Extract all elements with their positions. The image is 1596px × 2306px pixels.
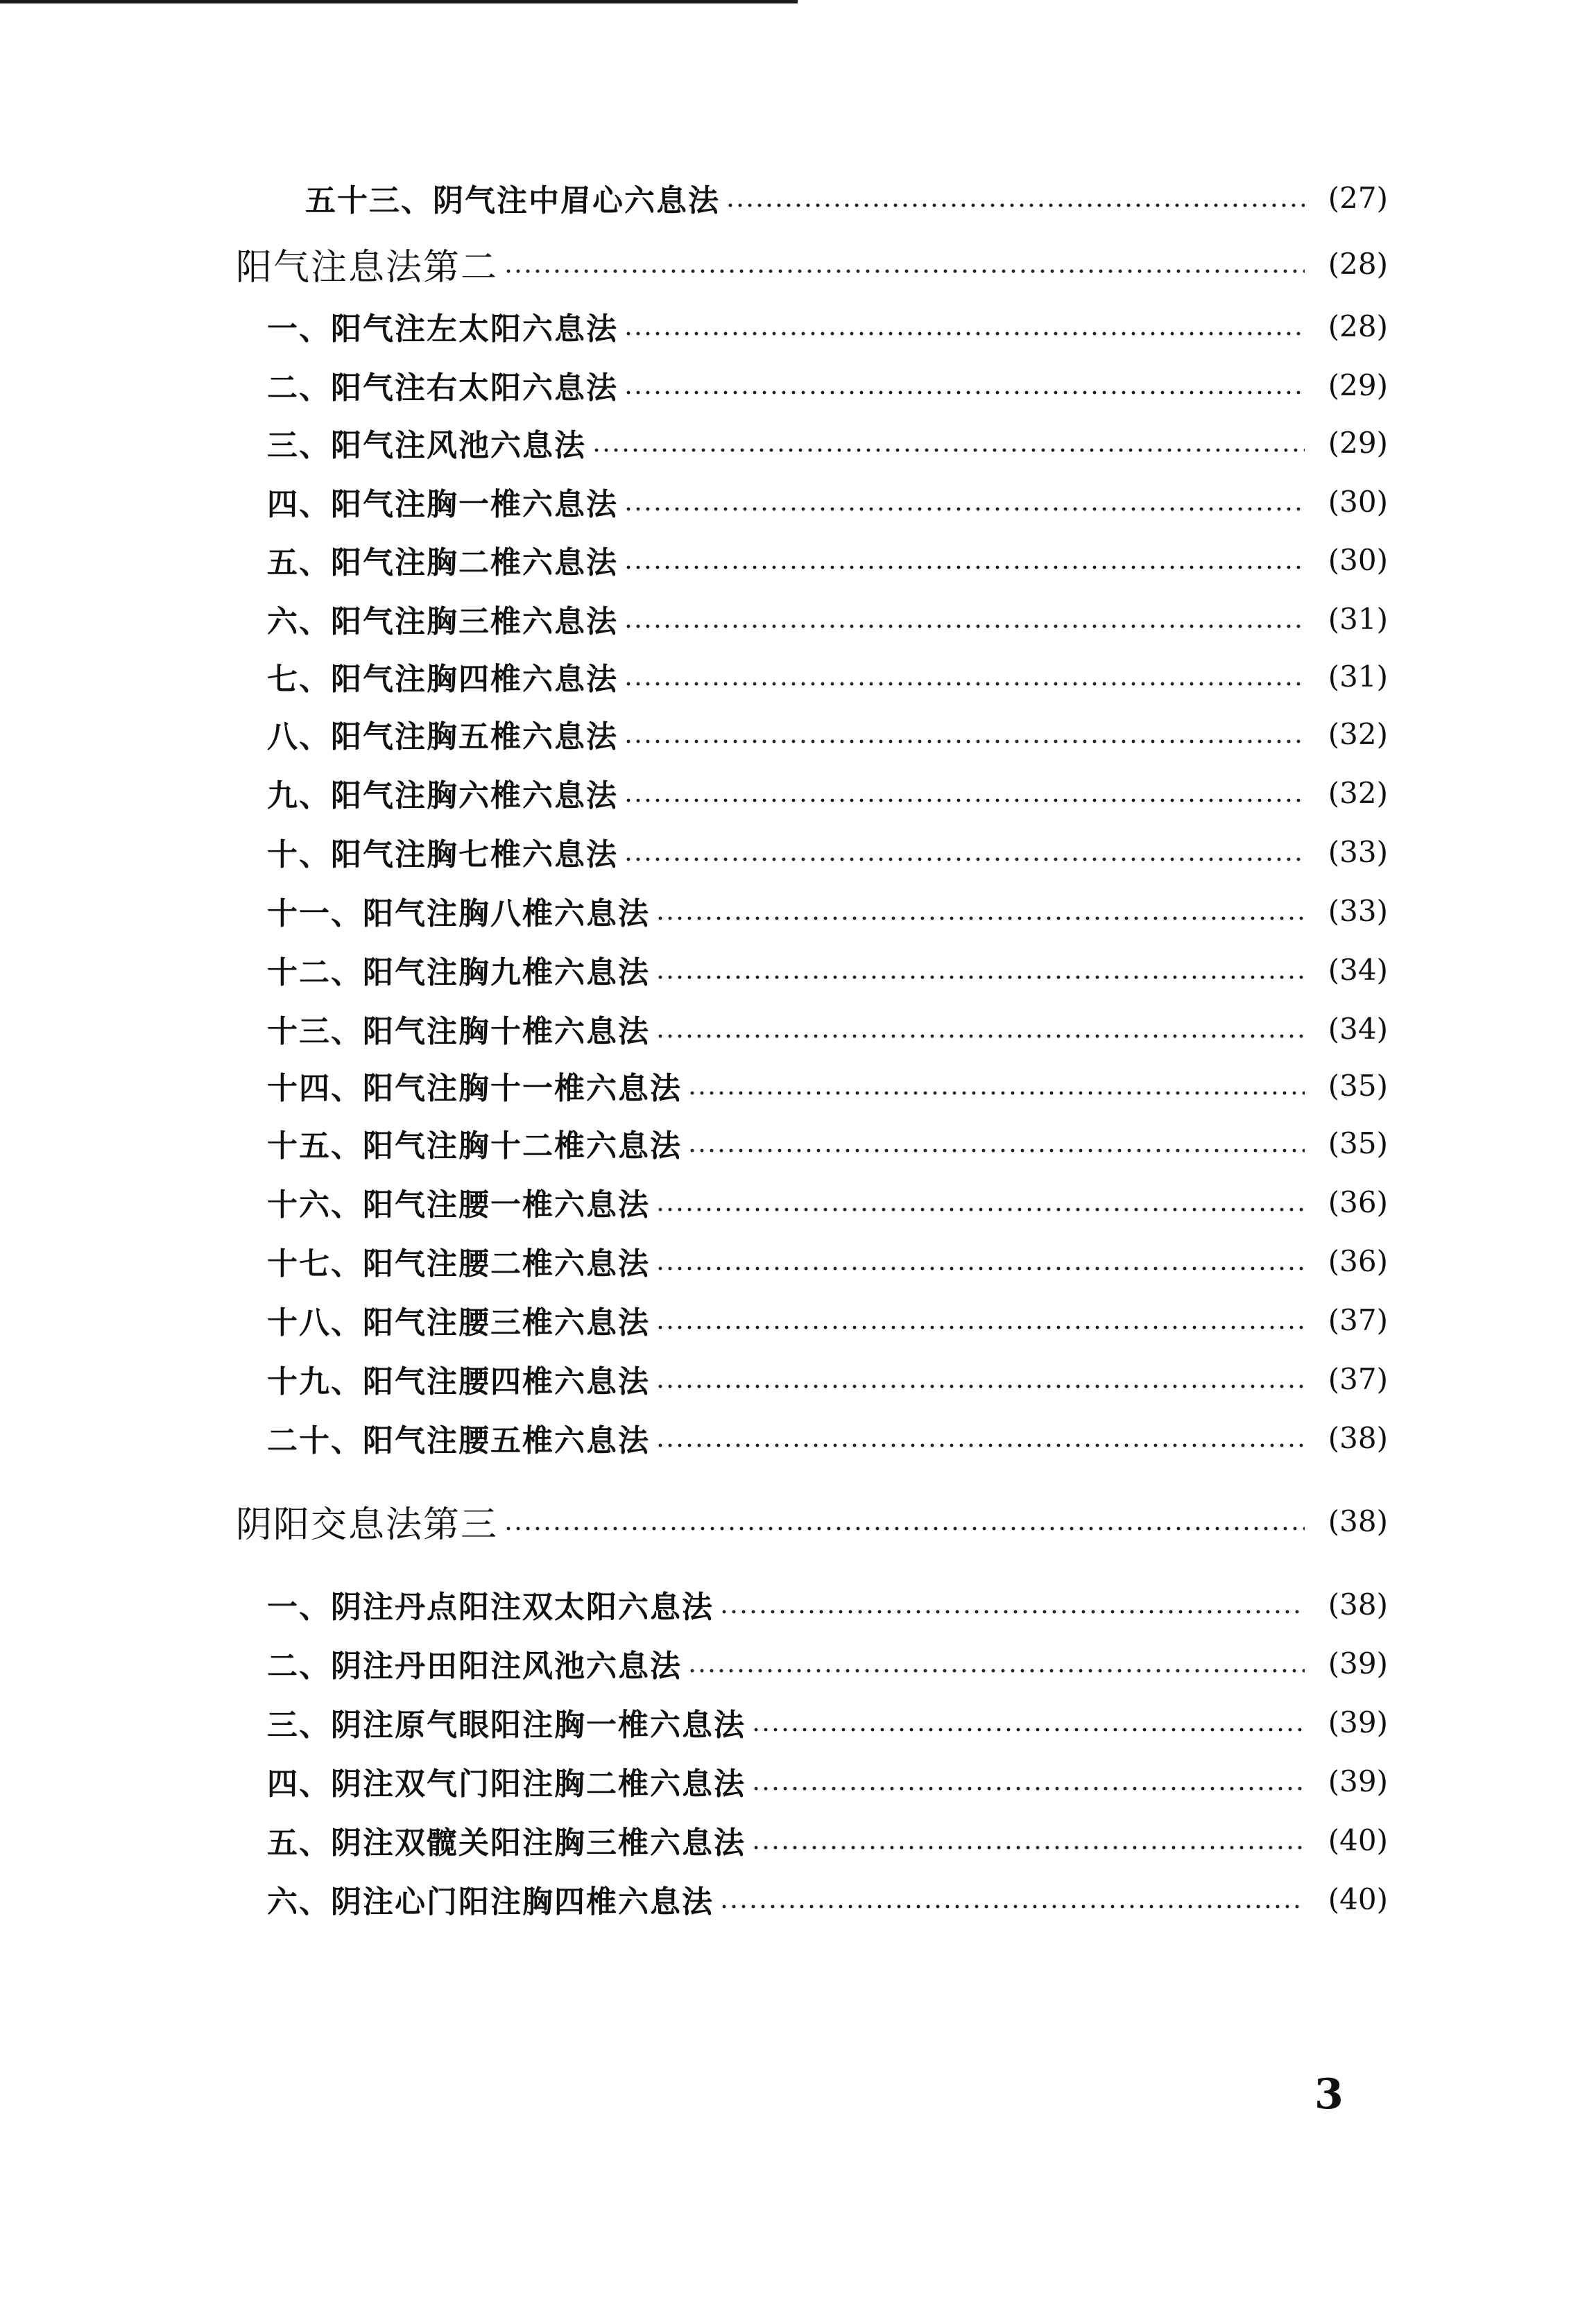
toc-entry (267, 1757, 1388, 1805)
entry-title: 一、阴注丹点阳注双太阳六息法 (267, 1590, 714, 1625)
toc-entry (267, 1237, 1388, 1285)
entry-page-number: (28) (1328, 246, 1388, 281)
entry-page-number: (36) (1328, 1244, 1388, 1278)
entry-title: 十一、阳气注胸八椎六息法 (267, 896, 650, 931)
dot-leader (624, 486, 1305, 517)
dot-leader (624, 311, 1305, 341)
dot-leader (655, 1246, 1305, 1276)
entry-title: 阳气注息法第二 (236, 246, 499, 289)
entry-page-number: (29) (1328, 368, 1388, 402)
dot-leader (751, 1825, 1305, 1855)
dot-leader (655, 1187, 1305, 1217)
entry-page-number: (31) (1328, 659, 1388, 694)
toc-entry (267, 535, 1388, 584)
section-heading (236, 239, 1388, 288)
toc-entry (267, 477, 1388, 526)
entry-page-number: (38) (1328, 1587, 1388, 1621)
toc-entry (267, 1354, 1388, 1403)
entry-title: 七、阳气注胸四椎六息法 (267, 662, 618, 697)
entry-page-number: (30) (1328, 542, 1388, 577)
entry-title: 六、阳气注胸三椎六息法 (267, 604, 618, 639)
dot-leader (726, 182, 1305, 213)
entry-title: 十二、阳气注胸九椎六息法 (267, 955, 650, 990)
entry-page-number: (28) (1328, 309, 1388, 343)
entry-title: 二十、阳气注腰五椎六息法 (267, 1423, 650, 1459)
toc-entry (267, 827, 1388, 876)
toc-entry (267, 945, 1388, 994)
entry-title: 九、阳气注胸六椎六息法 (267, 778, 618, 814)
dot-leader (655, 1305, 1305, 1335)
entry-page-number: (39) (1328, 1764, 1388, 1798)
toc-entry (267, 886, 1388, 935)
entry-page-number: (38) (1328, 1504, 1388, 1538)
entry-title: 十、阳气注胸七椎六息法 (267, 837, 618, 872)
section-heading (236, 1497, 1388, 1545)
entry-page-number: (40) (1328, 1882, 1388, 1916)
page-number: 3 (1314, 2070, 1344, 2119)
entry-title: 五、阳气注胸二椎六息法 (267, 545, 618, 580)
dot-leader (719, 1884, 1305, 1914)
entry-page-number: (37) (1328, 1302, 1388, 1337)
toc-entry (267, 302, 1388, 350)
entry-page-number: (32) (1328, 775, 1388, 810)
dot-leader (655, 1013, 1305, 1044)
dot-leader (751, 1707, 1305, 1737)
dot-leader (624, 719, 1305, 749)
entry-title: 十九、阳气注腰四椎六息法 (267, 1364, 650, 1400)
entry-page-number: (29) (1328, 425, 1388, 460)
dot-leader (624, 661, 1305, 691)
dot-leader (751, 1766, 1305, 1796)
dot-leader (687, 1070, 1305, 1101)
toc-entry (267, 1004, 1388, 1053)
dot-leader (719, 1589, 1305, 1619)
toc-entry (267, 768, 1388, 817)
dot-leader (504, 248, 1305, 279)
entry-title: 阴阳交息法第三 (236, 1504, 499, 1546)
toc-entry (267, 594, 1388, 643)
toc-entry (267, 1119, 1388, 1167)
entry-page-number: (35) (1328, 1068, 1388, 1103)
dot-leader (655, 954, 1305, 985)
toc-entry (267, 1178, 1388, 1226)
entry-title: 十五、阳气注胸十二椎六息法 (267, 1128, 682, 1164)
toc-entry (267, 1580, 1388, 1628)
dot-leader (624, 544, 1305, 575)
entry-title: 十八、阳气注腰三椎六息法 (267, 1305, 650, 1341)
entry-page-number: (40) (1328, 1823, 1388, 1857)
dot-leader (687, 1648, 1305, 1678)
entry-page-number: (37) (1328, 1361, 1388, 1396)
toc-entry (267, 361, 1388, 409)
dot-leader (655, 1422, 1305, 1453)
toc-entry (305, 173, 1388, 222)
entry-title: 十三、阳气注胸十椎六息法 (267, 1014, 650, 1049)
dot-leader (624, 777, 1305, 808)
entry-page-number: (39) (1328, 1705, 1388, 1739)
entry-page-number: (32) (1328, 716, 1388, 751)
toc-entry (267, 709, 1388, 758)
entry-title: 一、阳气注左太阳六息法 (267, 311, 618, 347)
dot-leader (624, 370, 1305, 400)
entry-page-number: (30) (1328, 484, 1388, 519)
toc-entry (267, 1875, 1388, 1923)
entry-title: 五十三、阴气注中眉心六息法 (305, 183, 720, 218)
entry-page-number: (33) (1328, 834, 1388, 869)
entry-title: 八、阳气注胸五椎六息法 (267, 719, 618, 755)
entry-page-number: (33) (1328, 893, 1388, 928)
dot-leader (592, 427, 1305, 458)
dot-leader (655, 1363, 1305, 1394)
entry-title: 十七、阳气注腰二椎六息法 (267, 1246, 650, 1282)
toc-entry (267, 1698, 1388, 1746)
toc-entry (267, 1296, 1388, 1344)
entry-page-number: (36) (1328, 1185, 1388, 1219)
entry-title: 十四、阳气注胸十一椎六息法 (267, 1071, 682, 1106)
entry-page-number: (38) (1328, 1420, 1388, 1455)
dot-leader (624, 836, 1305, 867)
toc-entry (267, 1061, 1388, 1110)
entry-title: 十六、阳气注腰一椎六息法 (267, 1187, 650, 1223)
toc-entry (267, 1816, 1388, 1864)
entry-page-number: (35) (1328, 1126, 1388, 1160)
entry-title: 四、阳气注胸一椎六息法 (267, 487, 618, 522)
entry-title: 六、阴注心门阳注胸四椎六息法 (267, 1884, 714, 1920)
toc-entry (267, 1413, 1388, 1462)
entry-page-number: (39) (1328, 1646, 1388, 1680)
entry-page-number: (31) (1328, 601, 1388, 636)
entry-page-number: (34) (1328, 952, 1388, 987)
dot-leader (655, 895, 1305, 926)
entry-title: 二、阳气注右太阳六息法 (267, 370, 618, 406)
toc-entry (267, 1639, 1388, 1687)
toc-entry (267, 418, 1388, 467)
entry-title: 五、阴注双髋关阳注胸三椎六息法 (267, 1825, 746, 1861)
dot-leader (687, 1128, 1305, 1158)
dot-leader (624, 603, 1305, 634)
entry-page-number: (34) (1328, 1011, 1388, 1046)
entry-title: 三、阳气注风池六息法 (267, 428, 586, 463)
entry-title: 二、阴注丹田阳注风池六息法 (267, 1649, 682, 1684)
entry-title: 三、阴注原气眼阳注胸一椎六息法 (267, 1707, 746, 1743)
entry-page-number: (27) (1328, 180, 1388, 215)
toc-entry (267, 652, 1388, 700)
dot-leader (504, 1506, 1305, 1536)
entry-title: 四、阴注双气门阳注胸二椎六息法 (267, 1766, 746, 1802)
